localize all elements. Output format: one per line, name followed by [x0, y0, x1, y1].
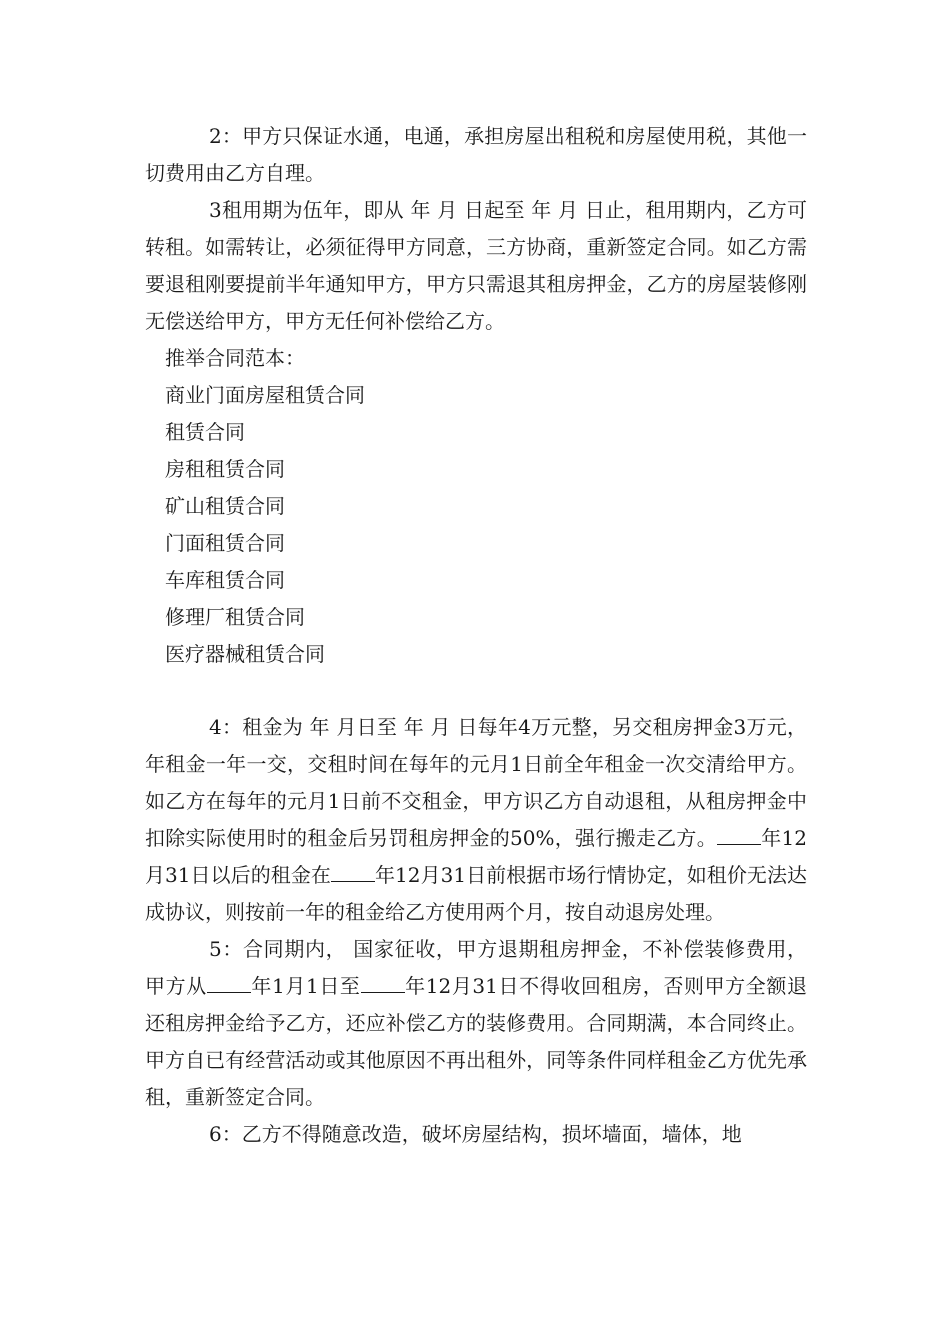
- recommend-link-2[interactable]: 房租租赁合同: [165, 457, 285, 481]
- clause-6: 6：乙方不得随意改造，破坏房屋结构，损坏墙面，墙体，地: [209, 1122, 742, 1146]
- clause-5-part-c: 年12月31日不得收回租房，否则甲方全额退还租房押金给予乙方，还应补偿乙方的装修费用。合同期满，本合同终止。甲方自已有经营活动或其他原因不再出租外，同等条件同样租金乙方优先承租，重新签定合同。: [145, 974, 808, 1109]
- clause-5-part-a: 5：合同期内， 国家征收，甲方退期租房押金，不补偿装修费用，甲方从: [145, 937, 807, 998]
- recommend-link-4[interactable]: 门面租赁合同: [165, 531, 285, 555]
- clause-4-part-c: 年12月31日前根据市场行情协定，如租价无法达成协议，则按前一年的租金给乙方使用两个月，按自动退房处理。: [145, 863, 807, 924]
- recommend-list: [145, 377, 807, 673]
- blank-underline: [331, 863, 375, 882]
- clause-5: [145, 931, 807, 1116]
- clause-4-part-b: 年12月31日以后的租金在: [145, 826, 808, 887]
- recommend-link-3[interactable]: 矿山租赁合同: [165, 494, 285, 518]
- recommend-link-1[interactable]: 租赁合同: [165, 420, 245, 444]
- clause-3: 3租用期为伍年，即从 年 月 日起至 年 月 日止，租用期内，乙方可转租。如需转让，必须征得甲方同意，三方协商，重新签定合同。如乙方需要退租刚要提前半年通知甲方，甲方只需退其租房押金，乙方的房屋装修刚无偿送给甲方，甲方无任何补偿给乙方。: [145, 198, 807, 333]
- clause-5-part-b: 年1月1日至: [250, 974, 361, 998]
- blank-underline: [207, 974, 251, 993]
- blank-underline: [361, 974, 405, 993]
- recommend-link-7[interactable]: 医疗器械租赁合同: [165, 642, 325, 666]
- document-body: [145, 118, 807, 1153]
- recommend-title: 推举合同范本：: [165, 346, 305, 370]
- recommend-link-5[interactable]: 车库租赁合同: [165, 568, 285, 592]
- blank-underline: [717, 826, 761, 845]
- clause-4: [145, 709, 807, 931]
- clause-4-part-a: 4：租金为 年 月日至 年 月 日每年4万元整，另交租房押金3万元，年租金一年一交，交租时间在每年的元月1日前全年租金一次交清给甲方。如乙方在每年的元月1日前不交租金，甲方识乙方自动退租，从租房押金中扣除实际使用时的租金后另罚租房押金的50%，强行搬走乙方。: [145, 715, 807, 850]
- clause-2: 2：甲方只保证水通，电通，承担房屋出租税和房屋使用税，其他一切费用由乙方自理。: [145, 124, 807, 185]
- recommend-link-0[interactable]: 商业门面房屋租赁合同: [165, 383, 365, 407]
- recommend-link-6[interactable]: 修理厂租赁合同: [165, 605, 305, 629]
- blank-line: [145, 673, 807, 709]
